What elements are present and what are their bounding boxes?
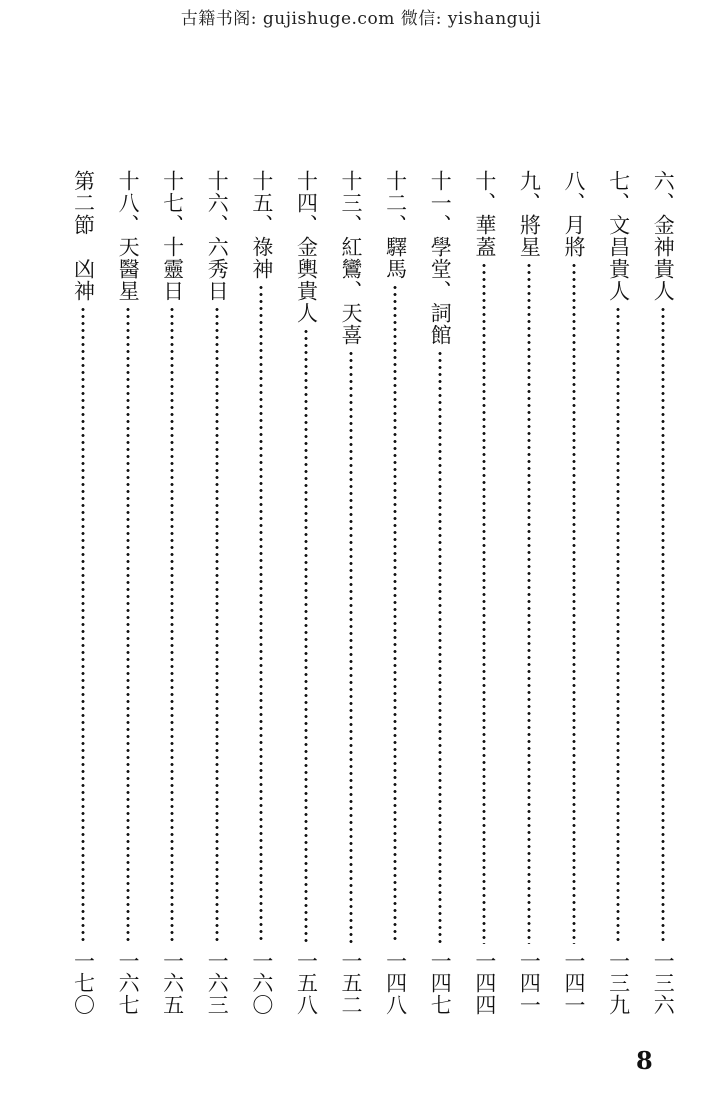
toc-entry (507, 170, 552, 1040)
dot-leader (393, 284, 397, 944)
toc-entry-title: 十四、金輿貴人 (294, 170, 319, 324)
toc-entry-page: 一四一 (517, 950, 542, 1016)
toc-entry-page: 一五二 (339, 950, 364, 1016)
toc-entry-title: 十五、祿神 (249, 170, 274, 280)
toc-entry (551, 170, 596, 1040)
dot-leader (616, 306, 620, 944)
toc-entry (328, 170, 373, 1040)
toc-entry (640, 170, 685, 1040)
toc-entry-page: 一四四 (472, 950, 497, 1016)
dot-leader (259, 284, 263, 944)
toc-entry (105, 170, 150, 1040)
dot-leader (215, 306, 219, 944)
toc-entry (373, 170, 418, 1040)
toc-entry-page: 一五八 (294, 950, 319, 1016)
toc-entry-title: 六、金神貴人 (651, 170, 676, 302)
toc-entry-title: 十七、十靈日 (160, 170, 185, 302)
dot-leader (438, 350, 442, 944)
dot-leader (572, 262, 576, 944)
toc-section-heading (61, 170, 106, 1040)
toc-entry-page: 一四七 (428, 950, 453, 1016)
toc-entry (194, 170, 239, 1040)
toc-entry-page: 一四八 (383, 950, 408, 1016)
toc-entry-title: 十六、六秀日 (205, 170, 230, 302)
toc-entry (150, 170, 195, 1040)
toc-entry (417, 170, 462, 1040)
toc-entry-title: 八、月將 (562, 170, 587, 258)
toc-entry-title: 十八、天醫星 (116, 170, 141, 302)
toc-entry-title: 十一、學堂、詞館 (428, 170, 453, 346)
toc-entry-title: 九、將星 (517, 170, 542, 258)
toc-entry-page: 一七〇 (71, 950, 96, 1016)
page-number: 8 (636, 1046, 653, 1075)
toc-entry-page: 一六七 (116, 950, 141, 1016)
toc-entry (239, 170, 284, 1040)
dot-leader (349, 350, 353, 944)
dot-leader (304, 328, 308, 944)
dot-leader (126, 306, 130, 944)
toc-entry-page: 一三六 (651, 950, 676, 1016)
toc-entry-title: 十三、紅鸞、天喜 (339, 170, 364, 346)
dot-leader (170, 306, 174, 944)
toc-entry (596, 170, 641, 1040)
table-of-contents (60, 170, 685, 1040)
toc-entry-title: 十二、驛馬 (383, 170, 408, 280)
toc-entry (284, 170, 329, 1040)
toc-entry-page: 一四一 (562, 950, 587, 1016)
toc-entry-title: 十、華蓋 (472, 170, 497, 258)
dot-leader (482, 262, 486, 944)
toc-entry-page: 一六三 (205, 950, 230, 1016)
watermark: 古籍书阁: gujishuge.com 微信: yishanguji (180, 9, 542, 29)
toc-entry-title: 七、文昌貴人 (606, 170, 631, 302)
toc-entry-page: 一三九 (606, 950, 631, 1016)
toc-entry (462, 170, 507, 1040)
dot-leader (661, 306, 665, 944)
toc-entry-title: 第二節 凶神 (71, 170, 96, 302)
toc-entry-page: 一六五 (160, 950, 185, 1016)
dot-leader (527, 262, 531, 944)
dot-leader (81, 306, 85, 944)
toc-entry-page: 一六〇 (249, 950, 274, 1016)
